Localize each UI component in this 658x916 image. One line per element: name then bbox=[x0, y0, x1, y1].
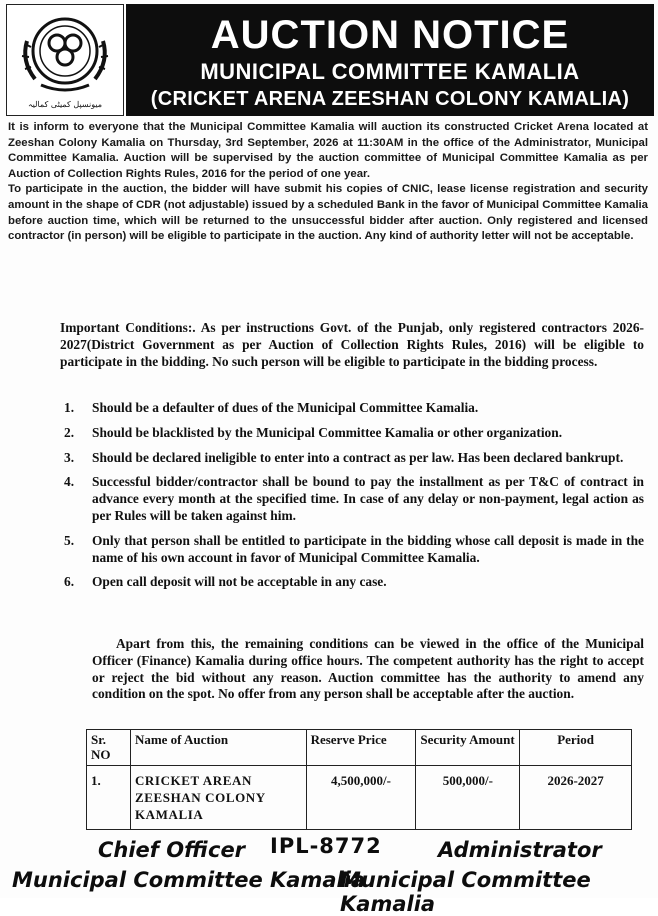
logo-caption: میونسپل کمیٹی کمالیہ bbox=[27, 100, 103, 109]
intro-text bbox=[8, 120, 648, 245]
conditions-list bbox=[54, 400, 644, 599]
list-item bbox=[54, 574, 644, 591]
cell-name: CRICKET AREAN ZEESHAN COLONY KAMALIA bbox=[130, 766, 306, 830]
list-item-text: Successful bidder/contractor shall be bound to pay the installment as per T&C of contract in advance every month at the specified time. In case of any delay or non-payment, legal action as per Rules will be taken against him. bbox=[92, 474, 644, 523]
venue-name: (CRICKET ARENA ZEESHAN COLONY KAMALIA) bbox=[150, 88, 630, 110]
cell-security: 500,000/- bbox=[416, 766, 520, 830]
col-header-period: Period bbox=[520, 730, 632, 766]
administrator-label: Administrator bbox=[438, 838, 602, 862]
list-item bbox=[54, 450, 644, 467]
list-item-text: Should be blacklisted by the Municipal Committee Kamalia or other organization. bbox=[92, 424, 563, 440]
closing-paragraph: Apart from this, the remaining conditions can be viewed in the office of the Municipal Officer (Finance) Kamalia during office hours. The competent authority has the right to accept or reject the bid without any reason. Auction committee has the authority to amend any condition on the spot. No offer from any person shall be acceptable after the auction. bbox=[92, 636, 644, 702]
list-item-number: 3. bbox=[64, 449, 75, 465]
emblem-icon bbox=[15, 11, 115, 97]
list-item-number: 2. bbox=[64, 424, 75, 440]
table-header-row bbox=[87, 730, 632, 766]
list-item bbox=[54, 474, 644, 524]
conditions-heading: Important Conditions:. bbox=[60, 320, 196, 335]
list-item-text: Open call deposit will not be acceptable in any case. bbox=[92, 574, 387, 590]
list-item bbox=[54, 425, 644, 442]
list-item-number: 1. bbox=[64, 400, 75, 415]
col-header-security: Security Amount bbox=[416, 730, 520, 766]
committee-name-right: Municipal Committee Kamalia bbox=[340, 868, 591, 916]
list-item-text: Only that person shall be entitled to participate in the bidding whose call deposit is made in the name of his own account in favor of Municipal Committee Kamalia. bbox=[92, 532, 644, 565]
list-item-text: Should be a defaulter of dues of the Municipal Committee Kamalia. bbox=[92, 400, 479, 415]
cell-reserve: 4,500,000/- bbox=[306, 766, 416, 830]
committee-name: MUNICIPAL COMMITTEE KAMALIA bbox=[200, 59, 580, 84]
col-header-sr: Sr. NO bbox=[87, 730, 131, 766]
signature-footer bbox=[0, 834, 658, 916]
list-item-text: Should be declared ineligible to enter into a contract as per law. Has been declared bankrupt. bbox=[92, 449, 624, 465]
table-row bbox=[87, 766, 632, 830]
notice-title: AUCTION NOTICE bbox=[210, 13, 570, 57]
list-item bbox=[54, 533, 644, 567]
ipl-code: IPL-8772 bbox=[270, 834, 382, 858]
intro-paragraph-1: It is inform to everyone that the Municipal Committee Kamalia will auction its constructed Cricket Arena located at Zeeshan Colony Kamalia on Thursday, 3rd September, 2026 at 11:30AM in the office of the Administrator, Municipal Committee Kamalia. Auction will be supervised by the auction committee of Municipal Committee Kamalia as per Auction of Collection Rights Rules, 2016 for the period of one year. bbox=[8, 121, 648, 180]
col-header-name: Name of Auction bbox=[130, 730, 306, 766]
auction-table bbox=[86, 729, 632, 830]
committee-name-left: Municipal Committee Kamalia bbox=[12, 868, 366, 892]
notice-header bbox=[126, 4, 654, 116]
list-item-number: 5. bbox=[64, 532, 75, 548]
list-item bbox=[54, 400, 644, 417]
list-item-number: 4. bbox=[64, 474, 75, 490]
conditions-text: As per instructions Govt. of the Punjab, only registered contractors 2026-2027(District Government as per Auction of Collection Rights Rules, 2016) will be eligible to participate in the bidding. No such person will be eligible to participate in the bidding process. bbox=[60, 320, 645, 369]
cell-period: 2026-2027 bbox=[520, 766, 632, 830]
list-item-number: 6. bbox=[64, 574, 75, 590]
important-conditions bbox=[60, 320, 644, 370]
cell-sr: 1. bbox=[87, 766, 131, 830]
chief-officer-label: Chief Officer bbox=[98, 838, 246, 862]
intro-paragraph-2: To participate in the auction, the bidder will have submit his copies of CNIC, lease license registration and security amount in the shape of CDR (not adjustable) issued by a scheduled Bank in the favor of Municipal Committee Kamalia before auction time, which will be returned to the unsuccessful bidder after auction. Only registered and licensed contractor (in person) will be eligible to participate in the auction. Any kind of authority letter will not be acceptable. bbox=[8, 183, 648, 243]
col-header-reserve: Reserve Price bbox=[306, 730, 416, 766]
municipal-logo bbox=[6, 4, 124, 116]
